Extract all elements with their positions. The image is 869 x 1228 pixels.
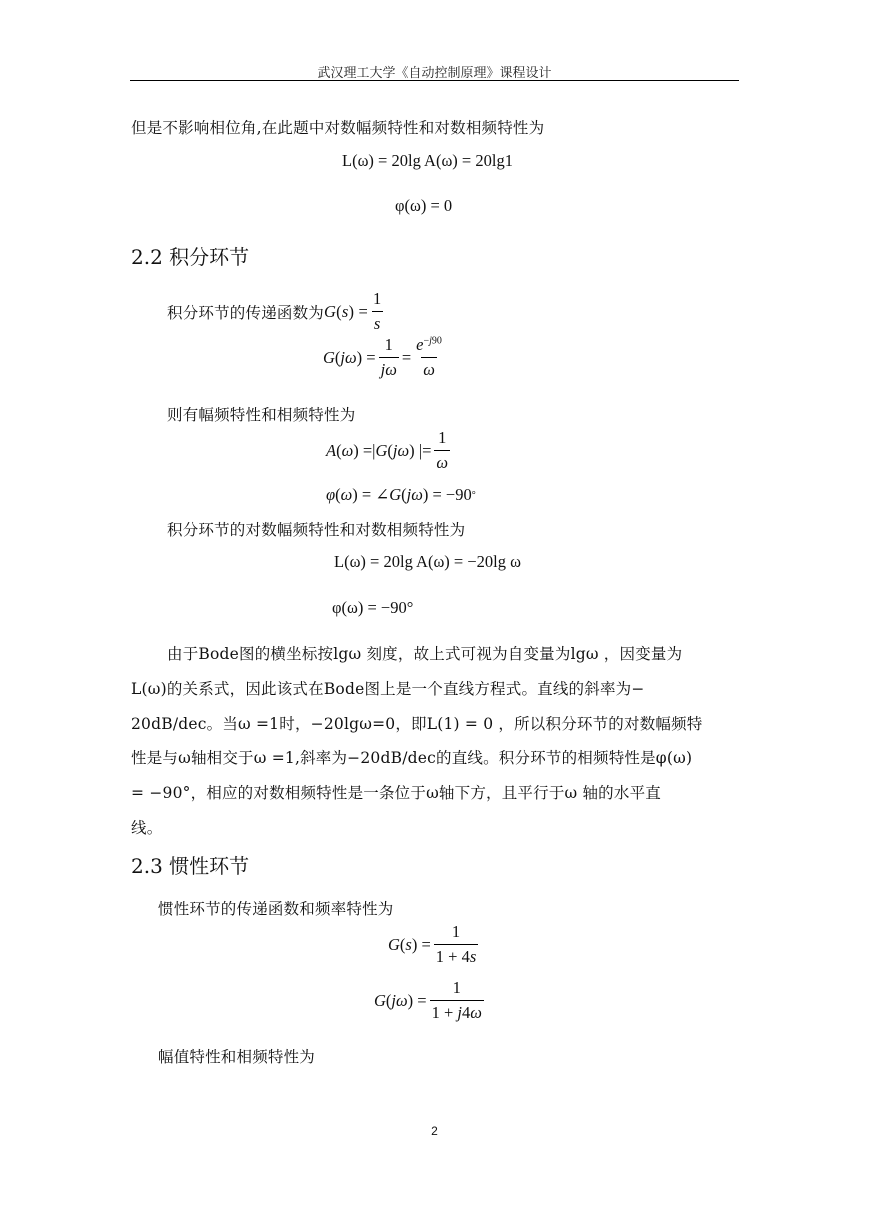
header-rule	[130, 80, 739, 81]
equation-amplitude: A ( ω ) =| G ( jω ) |= $\frac{1}{\omega}$	[326, 428, 449, 472]
equation-g-jw: G ( j ω ) = $\frac{1}{j\omega}$ = $\frac{e^{-j90}}{\omega}$	[323, 335, 442, 379]
equation-log-magnitude-2: L(ω) = 20lg A(ω) = −20lg ω	[334, 552, 521, 571]
text-line: 则有幅频特性和相频特性为	[167, 406, 356, 424]
text-line: 幅值特性和相频特性为	[158, 1048, 316, 1066]
text-label: 积分环节的传递函数为	[167, 303, 325, 322]
section-heading-2-2: 2.2 积分环节	[131, 245, 250, 269]
equation-phase-3: φ(ω) = −90°	[332, 598, 414, 617]
page-header: 武汉理工大学《自动控制原理》课程设计	[317, 66, 552, 81]
equation-g-s: G ( s ) = $\frac{1}{s}$	[324, 289, 382, 333]
page-number: 2	[431, 1124, 438, 1138]
paragraph-line: = −90°，相应的对数相频特性是一条位于ω轴下方，且平行于ω 轴的水平直	[131, 784, 661, 802]
equation-phase-1: φ(ω) = 0	[395, 196, 453, 215]
paragraph-line: 线。	[131, 819, 163, 837]
text-line: 积分环节的对数幅频特性和对数相频特性为	[167, 521, 466, 539]
integrator-transfer-line	[167, 289, 386, 334]
equation-inertia-g-s: G ( s ) = $\frac{1}{1 + 4s}$	[388, 922, 477, 966]
equation-inertia-g-jw: G ( jω ) = $\frac{1}{1 + j4\omega}$	[374, 978, 482, 1022]
paragraph-line: L(ω)的关系式，因此该式在Bode图上是一个直线方程式。直线的斜率为−	[131, 680, 645, 698]
text-line: 但是不影响相位角,在此题中对数幅频特性和对数相频特性为	[131, 119, 545, 137]
paragraph-line: 性是与ω轴相交于ω =1,斜率为−20dB/dec的直线。积分环节的相频特性是φ(ω)	[131, 749, 693, 767]
section-heading-2-3: 2.3 惯性环节	[131, 854, 250, 878]
equation-log-magnitude-1: L(ω) = 20lg A(ω) = 20lg1	[342, 151, 513, 170]
paragraph-line: 20dB/dec。当ω =1时，−20lgω=0，即L(1) = 0 ，所以积分环节的对数幅频特	[131, 715, 703, 733]
paragraph-line: 由于Bode图的横坐标按lgω 刻度，故上式可视为自变量为lgω ，因变量为	[167, 645, 683, 663]
text-line: 惯性环节的传递函数和频率特性为	[158, 900, 394, 918]
equation-phase-2: φ ( ω ) = ∠ G ( jω ) = −90 °	[326, 485, 476, 504]
